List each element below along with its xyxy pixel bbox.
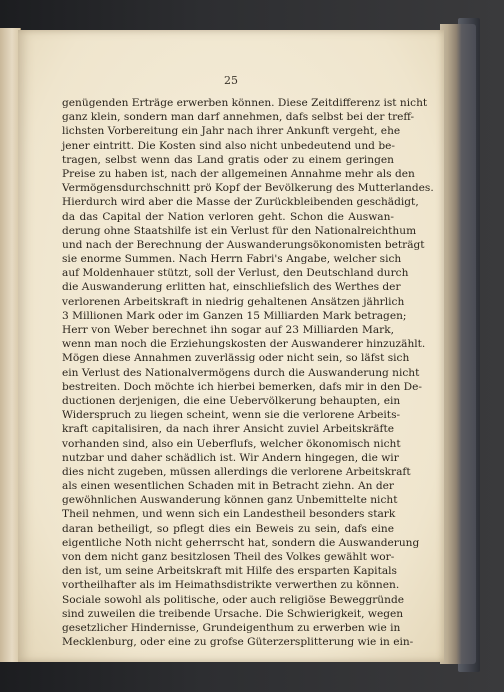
text-line: ein Verlust des Nationalvermögens durch die Auswanderung nicht [62, 366, 420, 379]
text-line: 3 Millionen Mark oder im Ganzen 15 Milliarden Mark betragen; [62, 309, 407, 322]
text-line: den ist, um seine Arbeitskraft mit Hilfe des ersparten Kapitals [62, 565, 397, 578]
text-line: als einen wesentlichen Schaden mit in Betracht ziehn. An der [62, 480, 394, 493]
text-line: ductionen derjenigen, die eine Uebervölkerung behaupten, ein [62, 394, 401, 407]
text-line: vortheilhafter als im Heimathsdistrikte verwerthen zu können. [62, 579, 400, 592]
text-line: und nach der Berechnung der Auswanderungsökonomisten beträgt [62, 238, 425, 251]
text-line: auf Moldenhauer stützt, soll der Verlust, den Deutschland durch [62, 267, 409, 280]
text-line: sind zuweilen die treibende Ursache. Die Schwierigkeit, wegen [62, 607, 404, 620]
text-line: die Auswanderung erlitten hat, einschliefslich des Werthes der [62, 281, 401, 294]
text-line: vorhanden sind, also ein Ueberflufs, welcher ökonomisch nicht [62, 437, 401, 450]
text-line: Mögen diese Annahmen zuverlässig oder nicht sein, so läfst sich [62, 352, 410, 365]
text-line: jener eintritt. Die Kosten sind also nicht unbedeutend und be- [62, 139, 395, 152]
text-line: lichsten Vorbereitung ein Jahr nach ihrer Ankunft vergeht, ehe [62, 125, 401, 138]
text-line: daran betheiligt, so pflegt dies ein Beweis zu sein, dafs eine [62, 522, 394, 535]
text-line: Theil nehmen, und wenn sich ein Landestheil besonders stark [62, 508, 396, 521]
text-line: sie enorme Summen. Nach Herrn Fabri's Angabe, welcher sich [62, 253, 402, 266]
text-line: bestreiten. Doch möchte ich hierbei bemerken, dafs mir in den De- [62, 380, 423, 393]
text-line: Sociale sowohl als politische, oder auch religiöse Beweggründe [62, 593, 404, 606]
text-line: verlorenen Arbeitskraft in niedrig gehaltenen Ansätzen jährlich [62, 295, 405, 308]
text-line: Herr von Weber berechnet ihn sogar auf 23 Milliarden Mark, [62, 324, 394, 336]
text-line: von dem nicht ganz besitzlosen Theil des Volkes gewählt wor- [62, 551, 395, 563]
text-line: Preise zu haben ist, nach der allgemeinen Annahme mehr als den [62, 167, 415, 180]
text-line: gesetzlicher Hindernisse, Grundeigenthum zu erwerben wie in [62, 621, 401, 634]
text-line: gewöhnlichen Auswanderung können ganz Unbemittelte nicht [62, 494, 398, 507]
text-line: genügenden Erträge erwerben können. Diese Zeitdifferenz ist nicht [62, 97, 428, 109]
text-line: wenn man noch die Erziehungskosten der Auswanderer hinzuzählt. [62, 338, 426, 351]
text-line: eigentliche Noth nicht geherrscht hat, sondern die Auswanderung [62, 536, 420, 549]
text-line: Hierdurch wird aber die Masse der Zurückbleibenden geschädigt, [62, 196, 419, 209]
page-text-block [62, 96, 434, 649]
text-line: Widerspruch zu liegen scheint, wenn sie die verlorene Arbeits- [62, 409, 401, 422]
text-line: ganz klein, sondern man darf annehmen, dafs selbst bei der treff- [62, 111, 415, 124]
text-line: nutzbar und daher schädlich ist. Wir Andern hingegen, die wir [62, 451, 399, 464]
text-line: derung ohne Staatshilfe ist ein Verlust für den Nationalreichthum [62, 224, 417, 237]
text-line: Mecklenburg, oder eine zu grofse Güterzersplitterung wie in ein- [62, 636, 414, 649]
text-line: tragen, selbst wenn das Land gratis oder zu einem geringen [62, 153, 394, 166]
page-number: 25 [224, 74, 238, 87]
book-page-stack-edge [440, 24, 476, 664]
book-page [18, 30, 444, 662]
text-line: Vermögensdurchschnitt prö Kopf der Bevölkerung des Mutterlandes. [62, 182, 434, 195]
text-line: da das Capital der Nation verloren geht. Schon die Auswan- [62, 210, 394, 223]
text-line: kraft capitalisiren, da nach ihrer Ansicht zuviel Arbeitskräfte [62, 423, 394, 436]
text-line: dies nicht zugeben, müssen allerdings die verlorene Arbeitskraft [62, 465, 411, 478]
